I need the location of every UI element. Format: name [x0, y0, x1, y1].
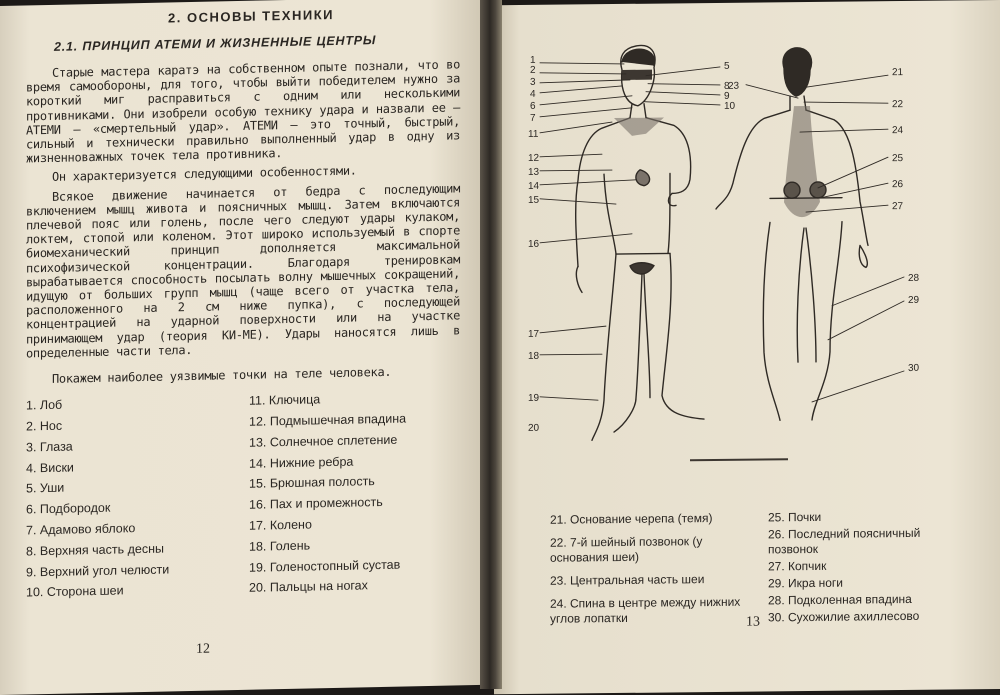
list-item: 18. Голень — [249, 538, 311, 554]
list-item: 10. Сторона шеи — [26, 583, 124, 600]
callout-label: 30 — [908, 362, 920, 374]
page-number-left: 12 — [196, 641, 210, 657]
callout-label: 16 — [528, 238, 540, 250]
list-item: 15. Брюшная полость — [249, 474, 375, 492]
callout-label: 11 — [528, 128, 539, 140]
chapter-title: 2. ОСНОВЫ ТЕХНИКИ — [168, 7, 334, 26]
list-item: 13. Солнечное сплетение — [249, 432, 398, 450]
callout-label: 13 — [528, 166, 540, 178]
points-column-1 — [26, 394, 237, 606]
callout-label: 22 — [892, 99, 904, 111]
list-item: 22. 7-й шейный позвонок (у основания шеи) — [550, 534, 703, 565]
callout-label: 10 — [724, 100, 736, 112]
list-item: 19. Голеностопный сустав — [249, 557, 401, 575]
list-item: 4. Виски — [26, 460, 74, 476]
callout-label: 14 — [528, 180, 540, 192]
list-item: 23. Центральная часть шеи — [550, 572, 705, 588]
callout-label: 5 — [724, 60, 730, 72]
list-item: 25. Почки — [768, 509, 822, 525]
list-item: 1. Лоб — [26, 397, 63, 413]
callout-label: 28 — [908, 272, 920, 284]
list-item: 20. Пальцы на ногах — [249, 578, 368, 596]
callout-label: 21 — [892, 67, 904, 79]
legend-column-1 — [550, 511, 760, 629]
legend-column-2 — [768, 508, 964, 627]
callout-label: 2 — [530, 64, 536, 76]
callout-label: 20 — [528, 422, 540, 434]
list-item: 24. Спина в центре между нижних углов лопатки — [550, 594, 741, 626]
callout-label: 17 — [528, 328, 540, 340]
callout-label: 6 — [530, 100, 536, 112]
callout-label: 29 — [908, 294, 920, 306]
vulnerable-points-list — [26, 390, 460, 607]
callout-label: 25 — [892, 153, 904, 165]
points-column-2 — [249, 390, 460, 602]
movement-paragraph: Всякое движение начинается от бедра с последующим включением мышц живота и поясничных мышц. Затем включаются плечевой пояс или голень, после чего следуют удары кулаком, локтем, стопой или коленом. Этот широко используемый в спорте биомеханический принцип дополняется максимальной психофизической концентрации. Благодаря тренировкам вырабатывается способность посылать волну мышечных сокращений, идущую от больших групп мышц (чаще всего от участка тела, расположенного на 2 см ниже пупка), с последующей концентрацией на ударной поверхности или на участке принимающем удар (теория КИ-МЕ). Удары наносятся лишь в определенные части тела. — [26, 180, 460, 361]
callout-label: 26 — [892, 179, 904, 191]
back-figure — [716, 47, 868, 421]
front-figure — [576, 45, 704, 441]
callout-label: 1 — [530, 54, 536, 66]
callout-label: 19 — [528, 392, 540, 404]
list-item: 6. Подбородок — [26, 500, 111, 517]
list-item: 21. Основание черепа (темя) — [550, 511, 713, 527]
list-item: 7. Адамово яблоко — [26, 521, 136, 538]
callout-label: 23 — [728, 80, 740, 92]
list-item: 3. Глаза — [26, 439, 73, 455]
list-item: 17. Колено — [249, 517, 312, 533]
list-item: 28. Подколенная впадина — [768, 591, 912, 608]
callout-label: 8 — [724, 80, 730, 92]
callout-label: 18 — [528, 350, 540, 362]
page-number-right: 13 — [746, 614, 760, 630]
list-item: 14. Нижние ребра — [249, 454, 354, 471]
list-item: 30. Сухожилие ахиллесово — [768, 608, 920, 625]
features-paragraph: Он характеризуется следующими особенностями. — [52, 163, 357, 185]
callout-label: 12 — [528, 152, 540, 164]
body-diagram-svg — [494, 0, 1000, 475]
section-title: 2.1. ПРИНЦИП АТЕМИ И ЖИЗНЕННЫЕ ЦЕНТРЫ — [54, 33, 377, 54]
callout-label: 27 — [892, 201, 904, 213]
callout-label: 15 — [528, 194, 540, 206]
right-page — [494, 0, 1000, 694]
callout-lines — [540, 59, 904, 405]
list-item: 12. Подмышечная впадина — [249, 411, 407, 429]
list-item: 16. Пах и промежность — [249, 495, 383, 513]
callout-label: 7 — [530, 112, 536, 124]
list-item: 8. Верхняя часть десны — [26, 541, 164, 559]
callout-label: 24 — [892, 125, 904, 137]
callout-label: 3 — [530, 76, 536, 88]
list-item: 27. Копчик — [768, 558, 827, 574]
points-intro-paragraph: Покажем наиболее уязвимые точки на теле человека. — [52, 364, 392, 386]
list-item: 2. Нос — [26, 418, 63, 434]
intro-paragraph: Старые мастера каратэ на собственном опыте познали, что во время самообороны, для того, чтобы выйти победителем нужно за короткий миг расправиться с одним или несколькими противниками. Они изобрели особую технику удара и назвали ее — АТЕМИ — «смертельный удар». АТЕМИ — это точный, быстрый, сильный и технически правильно выполненный удар в одну из жизненноважных точек тела противника. — [26, 57, 460, 166]
callout-numbers — [528, 51, 920, 434]
book-spine — [480, 0, 502, 689]
list-item: 29. Икра ноги — [768, 575, 843, 591]
list-item: 5. Уши — [26, 481, 65, 496]
body-diagram — [494, 0, 1000, 475]
list-item: 9. Верхний угол челюсти — [26, 562, 170, 580]
list-item: 26. Последний поясничный позвонок — [768, 525, 921, 557]
callout-label: 9 — [724, 90, 730, 102]
list-item: 11. Ключица — [249, 392, 321, 409]
left-page — [0, 0, 488, 695]
callout-label: 4 — [530, 88, 536, 100]
